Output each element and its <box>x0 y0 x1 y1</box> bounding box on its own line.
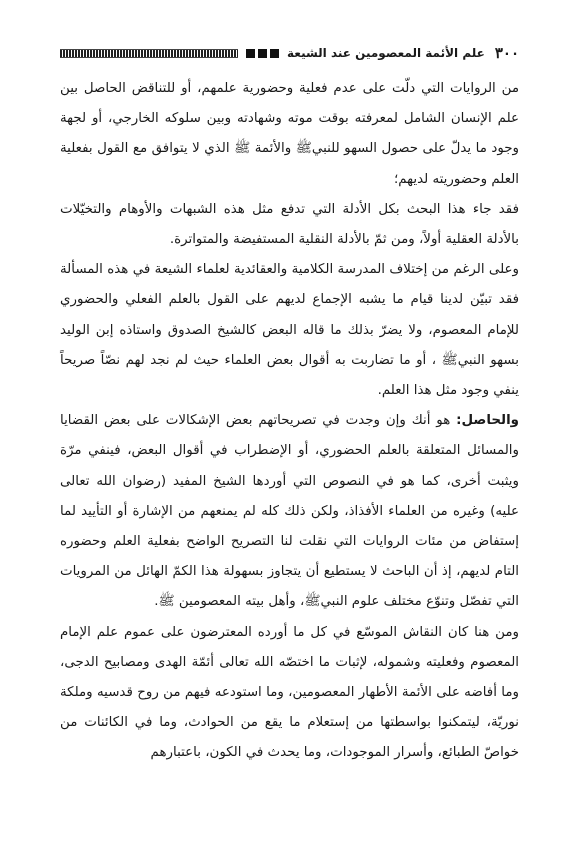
page-number: ٣٠٠ <box>494 44 519 62</box>
ornament-squares <box>246 49 279 58</box>
paragraph-text: وعلى الرغم من إختلاف المدرسة الكلامية والعقائدية لعلماء الشيعة في هذه المسألة فقد تبيّن لدينا قيام ما يشبه الإجماع لديهم على القول بالعلم الفعلي والحضوري للإمام المعصوم، ولا يضرّ بذلك ما قاله البعض كالشيخ الصدوق واستاذه إبن الوليد بسهو النبيﷺ ، أو ما تضاربت به أقوال بعض العلماء حيث لم نجد لهم نصّاً صريحاً ينفي وجود مثل هذا العلم. <box>60 262 519 399</box>
paragraph-text: من الروايات التي دلّت على عدم فعلية وحضورية علمهم، أو للتناقض الحاصل بين علم الإنسان الشامل لمعرفته بوقت موته وشهادته وبين سلوكه الخارجي، أو لجهة وجود ما يدلّ على حصول السهو للنبيﷺ والأئمة ﷺ الذي لا يتوافق مع القول بفعلية العلم وحضوريته لديهم؛ <box>60 81 519 187</box>
paragraph-text: هو أنك وإن وجدت في تصريحاتهم بعض الإشكالات على بعض القضايا والمسائل المتعلقة بالعلم الحضوري، أو الإضطراب في أقوال البعض، فينفي مرّة ويثبت أخرى، كما هو في النصوص التي أوردها الشيخ المفيد (رضوان الله تعالى عليه) وغيره من العلماء الأفذاذ، ولكن ذلك كله لم يمنعهم من الإشارة أو التأييد لما إستفاض من مئات الروايات التي نقلت لنا التصريح الواضح بفعلية العلم وحضوره التام لديهم، إذ أن الباحث لا يستطيع أن يتجاوز بسهولة هذا الكمّ الهائل من المرويات التي تفصّل وتنوّع مختلف علوم النبيﷺ، وأهل بيته المعصومين ﷺ. <box>60 413 519 610</box>
paragraph-text: ومن هنا كان النقاش الموسّع في كل ما أورده المعترضون على عموم علم الإمام المعصوم وفعليته وشموله، لإثبات ما اختصّه الله تعالى أئمّة الهدى ومصابيح الدجى، وما أفاضه على الأئمة الأطهار المعصومين، وما استودعه فيهم من روح قدسيه وملكة نوريّة، ليتمكنوا بواسطتها من إستعلام ما يقع من الحوادث، وما في الكائنات من خواصّ الطبائع، وأسرار الموجودات، وما يحدث في الكون، باعتبارهم <box>60 624 519 761</box>
paragraph-1 <box>60 74 519 195</box>
paragraph-4 <box>60 406 519 617</box>
paragraph-text: فقد جاء هذا البحث بكل الأدلة التي تدفع مثل هذه الشبهات والأوهام والتخيّلات بالأدلة العقلية أولاً، ومن ثمّ بالأدلة النقلية المستفيضة والمتواترة. <box>60 201 519 248</box>
page-body <box>60 74 519 769</box>
paragraph-3 <box>60 255 519 406</box>
paragraph-5 <box>60 618 519 769</box>
paragraph-2 <box>60 195 519 255</box>
page-header <box>60 42 519 64</box>
paragraph-lead: والحاصل: <box>456 413 519 429</box>
header-rule <box>60 49 238 58</box>
running-title: علم الأئمة المعصومين عند الشيعة <box>287 46 485 60</box>
